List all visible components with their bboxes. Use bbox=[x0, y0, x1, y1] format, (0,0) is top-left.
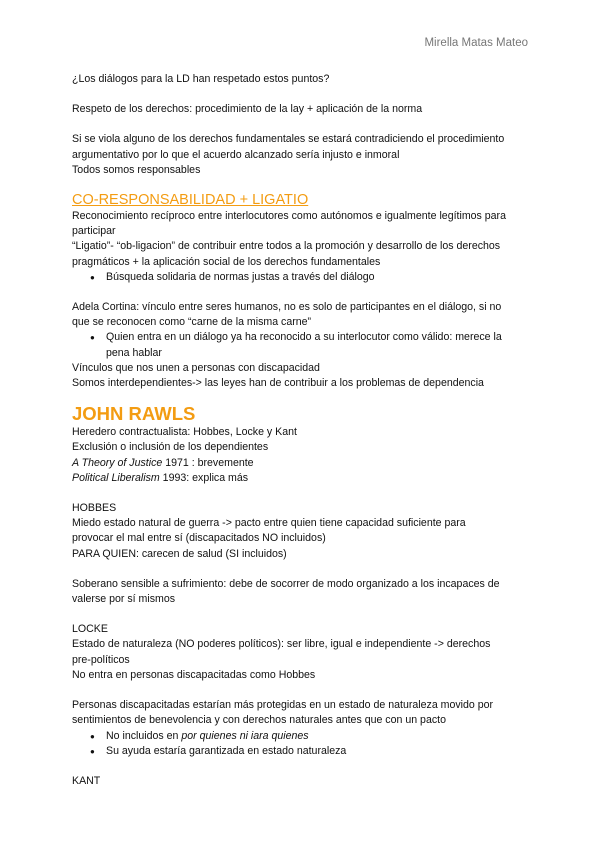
locke-included-prefix: No incluidos en bbox=[106, 729, 182, 742]
list-item bbox=[90, 729, 532, 744]
hobbes-sovereign-2: valerse por sí mismos bbox=[72, 593, 176, 606]
hobbes-line-2: provocar el mal entre sí (discapacitados NO incluidos) bbox=[72, 532, 326, 545]
intro-violation-2: argumentativo por lo que el acuerdo alcanzado sería injusto e inmoral bbox=[72, 148, 400, 161]
rawls-heading: JOHN RAWLS bbox=[72, 403, 196, 425]
coresp-list-1 bbox=[72, 270, 532, 285]
coresp-recognition-2: participar bbox=[72, 225, 116, 238]
rawls-exclusion: Exclusión o inclusión de los dependientes bbox=[72, 441, 269, 454]
coresp-links: Vínculos que nos unen a personas con discapacidad bbox=[72, 361, 320, 374]
locke-line-1: Estado de naturaleza (NO poderes políticos): ser libre, igual e independiente -> derechos bbox=[72, 638, 491, 651]
locke-heading: LOCKE bbox=[72, 623, 108, 636]
intro-rights: Respeto de los derechos: procedimiento de la lay + aplicación de la norma bbox=[72, 103, 423, 116]
hobbes-line-3: PARA QUIEN: carecen de salud (SI incluidos) bbox=[72, 547, 287, 560]
rawls-liberalism-title: Political Liberalism bbox=[72, 471, 160, 484]
list-item: ● Su ayuda estaría garantizada en estado naturaleza bbox=[90, 744, 532, 759]
coresp-cortina-2: que se reconocen como “carne de la misma carne” bbox=[72, 316, 312, 329]
locke-protected-2: sentimientos de benevolencia y con derechos naturales antes que con un pacto bbox=[72, 714, 446, 727]
coresp-ligatio-1: “Ligatio”- “ob-ligacion” de contribuir entre todos a la promoción y desarrollo de los derechos bbox=[72, 240, 501, 253]
intro-question: ¿Los diálogos para la LD han respetado estos puntos? bbox=[72, 73, 330, 85]
hobbes-sovereign-1: Soberano sensible a sufrimiento: debe de socorrer de modo organizado a los incapaces de bbox=[72, 577, 500, 590]
locke-protected-1: Personas discapacitadas estarían más protegidas en un estado de naturaleza movido por bbox=[72, 699, 494, 712]
list-item-line-1: Quien entra en un diálogo ya ha reconocido a su interlocutor como válido: merece la bbox=[106, 331, 502, 344]
locke-list bbox=[72, 729, 532, 759]
intro-all-responsible: Todos somos responsables bbox=[72, 163, 201, 176]
rawls-theory-rest: 1971 : brevemente bbox=[162, 456, 254, 469]
rawls-heir: Heredero contractualista: Hobbes, Locke y Kant bbox=[72, 426, 297, 439]
kant-heading: KANT bbox=[72, 774, 101, 787]
rawls-liberalism bbox=[72, 471, 532, 486]
coresp-cortina-1: Adela Cortina: vínculo entre seres humanos, no es solo de participantes en el diálogo, si no bbox=[72, 301, 502, 314]
intro-violation-1: Si se viola alguno de los derechos fundamentales se estará contradiciendo el procedimiento bbox=[72, 133, 505, 146]
locke-line-2: pre-políticos bbox=[72, 653, 130, 666]
coresp-interdependent: Somos interdependientes-> las leyes han de contribuir a los problemas de dependencia bbox=[72, 377, 484, 390]
hobbes-line-1: Miedo estado natural de guerra -> pacto entre quien tiene capacidad suficiente para bbox=[72, 517, 466, 530]
coresp-list-2 bbox=[72, 330, 532, 360]
header-author: Mirella Matas Mateo bbox=[424, 37, 528, 49]
list-item-line-2: pena hablar bbox=[106, 346, 162, 359]
hobbes-heading: HOBBES bbox=[72, 502, 117, 515]
rawls-theory-title: A Theory of Justice bbox=[72, 456, 163, 469]
list-item: ● Búsqueda solidaria de normas justas a través del diálogo bbox=[90, 270, 532, 285]
rawls-theory bbox=[72, 456, 532, 471]
coresp-ligatio-2: pragmáticos + la aplicación social de los derechos fundamentales bbox=[72, 255, 381, 268]
rawls-liberalism-rest: 1993: explica más bbox=[159, 471, 249, 484]
list-item bbox=[90, 330, 532, 360]
coresp-heading: CO-RESPONSABILIDAD + LIGATIO bbox=[72, 192, 309, 209]
document-body bbox=[72, 72, 532, 789]
coresp-recognition-1: Reconocimiento recíproco entre interlocutores como autónomos e igualmente legítimos para bbox=[72, 210, 506, 223]
locke-included-italic: por quienes ni iara quienes bbox=[181, 729, 309, 742]
locke-line-3: No entra en personas discapacitadas como Hobbes bbox=[72, 668, 316, 681]
